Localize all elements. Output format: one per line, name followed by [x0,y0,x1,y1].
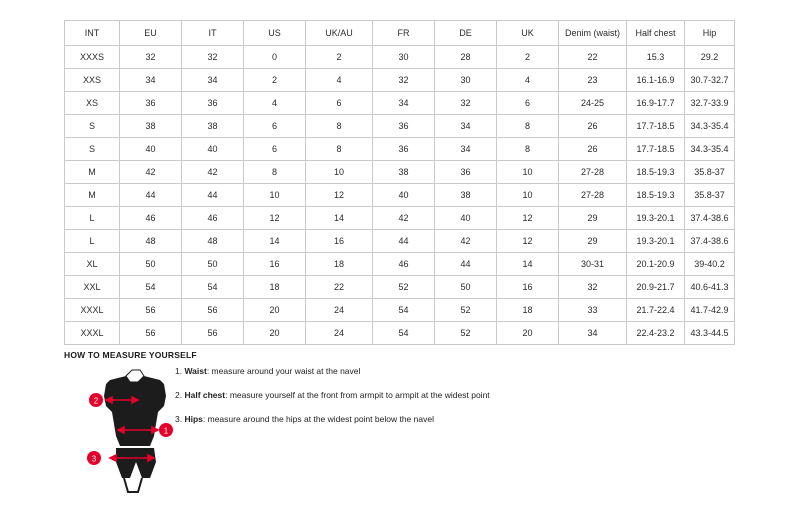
step-text-half-chest: : measure yourself at the front from armpit to armpit at the widest point [225,390,490,401]
table-cell: 29.2 [685,46,735,69]
table-cell: XXS [65,69,120,92]
table-cell: 46 [373,253,435,276]
marker-1 [159,423,173,437]
column-header-us: US [244,21,306,46]
table-cell: 30 [435,69,497,92]
table-cell: 44 [435,253,497,276]
table-cell: 50 [120,253,182,276]
table-cell: 32.7-33.9 [685,92,735,115]
column-header-it: IT [182,21,244,46]
table-cell: 52 [435,322,497,345]
table-row [65,92,735,115]
table-cell: 52 [373,276,435,299]
table-cell: 21.7-22.4 [627,299,685,322]
table-row [65,115,735,138]
column-header-uk: UK [497,21,559,46]
table-cell: 27-28 [559,184,627,207]
table-cell: 26 [559,115,627,138]
table-cell: 8 [244,161,306,184]
table-cell: 27-28 [559,161,627,184]
table-cell: XS [65,92,120,115]
table-row [65,138,735,161]
column-header-uk-au: UK/AU [306,21,373,46]
table-cell: 16.1-16.9 [627,69,685,92]
table-cell: L [65,207,120,230]
table-cell: 4 [497,69,559,92]
measure-step-hips [175,414,595,424]
table-cell: 39-40.2 [685,253,735,276]
how-to-measure-title: HOW TO MEASURE YOURSELF [64,350,197,360]
table-cell: 34 [559,322,627,345]
table-row [65,230,735,253]
table-cell: 16.9-17.7 [627,92,685,115]
table-row [65,253,735,276]
measure-step-waist [175,366,595,376]
table-cell: 48 [120,230,182,253]
table-cell: 10 [497,161,559,184]
table-cell: XXXL [65,322,120,345]
table-cell: 18 [306,253,373,276]
table-cell: 44 [120,184,182,207]
table-cell: 40 [373,184,435,207]
marker-2 [89,393,103,407]
table-cell: 8 [306,115,373,138]
table-cell: 20 [497,322,559,345]
table-cell: 2 [497,46,559,69]
step-number-1: 1. [175,366,183,376]
step-text-hips: : measure around the hips at the widest point below the navel [202,414,434,425]
table-cell: 4 [244,92,306,115]
step-number-2: 2. [175,390,183,401]
table-cell: 38 [120,115,182,138]
table-row [65,276,735,299]
column-header-denim-waist: Denim (waist) [559,21,627,46]
table-cell: 42 [182,161,244,184]
table-cell: 0 [244,46,306,69]
table-cell: 29 [559,230,627,253]
table-cell: 22 [559,46,627,69]
table-cell: 44 [182,184,244,207]
table-cell: 50 [182,253,244,276]
table-cell: 44 [373,230,435,253]
table-cell: 16 [244,253,306,276]
table-cell: 37.4-38.6 [685,207,735,230]
column-header-fr: FR [373,21,435,46]
table-cell: 38 [182,115,244,138]
table-cell: 2 [244,69,306,92]
table-cell: 40 [435,207,497,230]
table-cell: S [65,138,120,161]
table-cell: 17.7-18.5 [627,138,685,161]
column-header-eu: EU [120,21,182,46]
table-cell: 10 [244,184,306,207]
table-cell: 36 [120,92,182,115]
table-cell: 30 [373,46,435,69]
table-cell: 24-25 [559,92,627,115]
table-cell: 14 [306,207,373,230]
table-cell: 16 [497,276,559,299]
table-cell: 37.4-38.6 [685,230,735,253]
table-cell: 34 [435,115,497,138]
table-cell: XXL [65,276,120,299]
table-header [65,21,735,46]
table-cell: 6 [306,92,373,115]
size-chart-container [64,20,734,345]
table-cell: 29 [559,207,627,230]
table-row [65,299,735,322]
table-cell: 38 [373,161,435,184]
table-cell: 15.3 [627,46,685,69]
table-cell: 17.7-18.5 [627,115,685,138]
step-text-waist: : measure around your waist at the navel [206,366,361,376]
table-cell: 42 [120,161,182,184]
table-cell: 10 [497,184,559,207]
table-cell: 56 [120,299,182,322]
table-cell: 54 [182,276,244,299]
table-cell: 56 [182,322,244,345]
table-cell: 35.8-37 [685,184,735,207]
table-cell: 50 [435,276,497,299]
table-cell: 28 [435,46,497,69]
table-cell: 36 [435,161,497,184]
table-cell: 20.1-20.9 [627,253,685,276]
table-cell: XL [65,253,120,276]
column-header-half-chest: Half chest [627,21,685,46]
table-row [65,46,735,69]
table-cell: 35.8-37 [685,161,735,184]
table-cell: 34.3-35.4 [685,115,735,138]
table-cell: 40.6-41.3 [685,276,735,299]
table-cell: 33 [559,299,627,322]
table-cell: XXXL [65,299,120,322]
table-cell: 54 [373,322,435,345]
table-cell: 19.3-20.1 [627,207,685,230]
step-term-half-chest: Half chest [184,390,226,401]
table-cell: M [65,184,120,207]
table-cell: 38 [435,184,497,207]
table-cell: 12 [497,207,559,230]
column-header-de: DE [435,21,497,46]
marker-3 [87,451,101,465]
table-cell: 42 [373,207,435,230]
table-cell: 32 [373,69,435,92]
table-cell: 18 [497,299,559,322]
table-cell: 20 [244,299,306,322]
table-cell: M [65,161,120,184]
table-cell: 24 [306,299,373,322]
table-cell: 30.7-32.7 [685,69,735,92]
size-chart-table [64,20,735,345]
table-cell: 32 [559,276,627,299]
table-cell: XXXS [65,46,120,69]
measure-step-half-chest [175,390,595,400]
table-cell: 6 [244,115,306,138]
table-row [65,184,735,207]
table-row [65,161,735,184]
table-cell: 12 [244,207,306,230]
table-cell: 16 [306,230,373,253]
table-cell: 2 [306,46,373,69]
table-cell: 43.3-44.5 [685,322,735,345]
table-cell: 32 [435,92,497,115]
table-cell: 6 [497,92,559,115]
table-cell: 20 [244,322,306,345]
table-cell: S [65,115,120,138]
table-cell: 26 [559,138,627,161]
table-cell: 10 [306,161,373,184]
table-cell: 8 [497,115,559,138]
table-cell: 56 [120,322,182,345]
table-header-row [65,21,735,46]
table-cell: 36 [373,115,435,138]
table-cell: 24 [306,322,373,345]
table-cell: 40 [182,138,244,161]
table-cell: 30-31 [559,253,627,276]
table-body [65,46,735,345]
step-number-3: 3. [175,414,183,425]
table-cell: 34 [435,138,497,161]
table-cell: 42 [435,230,497,253]
svg-text:3: 3 [91,454,97,464]
measure-steps [175,366,595,439]
table-cell: 8 [306,138,373,161]
table-cell: 18.5-19.3 [627,184,685,207]
table-cell: 54 [373,299,435,322]
column-header-int: INT [65,21,120,46]
table-cell: 52 [435,299,497,322]
table-cell: 40 [120,138,182,161]
table-row [65,322,735,345]
table-cell: 34 [182,69,244,92]
table-cell: 22 [306,276,373,299]
table-cell: 18 [244,276,306,299]
table-cell: 56 [182,299,244,322]
table-cell: 36 [182,92,244,115]
table-cell: 48 [182,230,244,253]
table-cell: 14 [244,230,306,253]
table-cell: 20.9-21.7 [627,276,685,299]
table-cell: 32 [182,46,244,69]
table-cell: 23 [559,69,627,92]
table-cell: 34 [373,92,435,115]
table-cell: L [65,230,120,253]
svg-text:2: 2 [93,396,99,406]
svg-text:1: 1 [163,426,169,436]
table-cell: 46 [182,207,244,230]
table-cell: 18.5-19.3 [627,161,685,184]
table-cell: 46 [120,207,182,230]
table-cell: 41.7-42.9 [685,299,735,322]
table-cell: 54 [120,276,182,299]
table-cell: 22.4-23.2 [627,322,685,345]
table-cell: 8 [497,138,559,161]
table-cell: 4 [306,69,373,92]
table-cell: 34 [120,69,182,92]
table-cell: 12 [306,184,373,207]
table-cell: 36 [373,138,435,161]
step-term-hips: Hips [184,414,203,425]
table-row [65,69,735,92]
table-cell: 12 [497,230,559,253]
step-term-waist: Waist [184,366,207,376]
table-cell: 14 [497,253,559,276]
table-cell: 32 [120,46,182,69]
table-cell: 19.3-20.1 [627,230,685,253]
table-cell: 34.3-35.4 [685,138,735,161]
table-row [65,207,735,230]
table-cell: 6 [244,138,306,161]
column-header-hip: Hip [685,21,735,46]
mannequin-illustration [80,366,190,494]
